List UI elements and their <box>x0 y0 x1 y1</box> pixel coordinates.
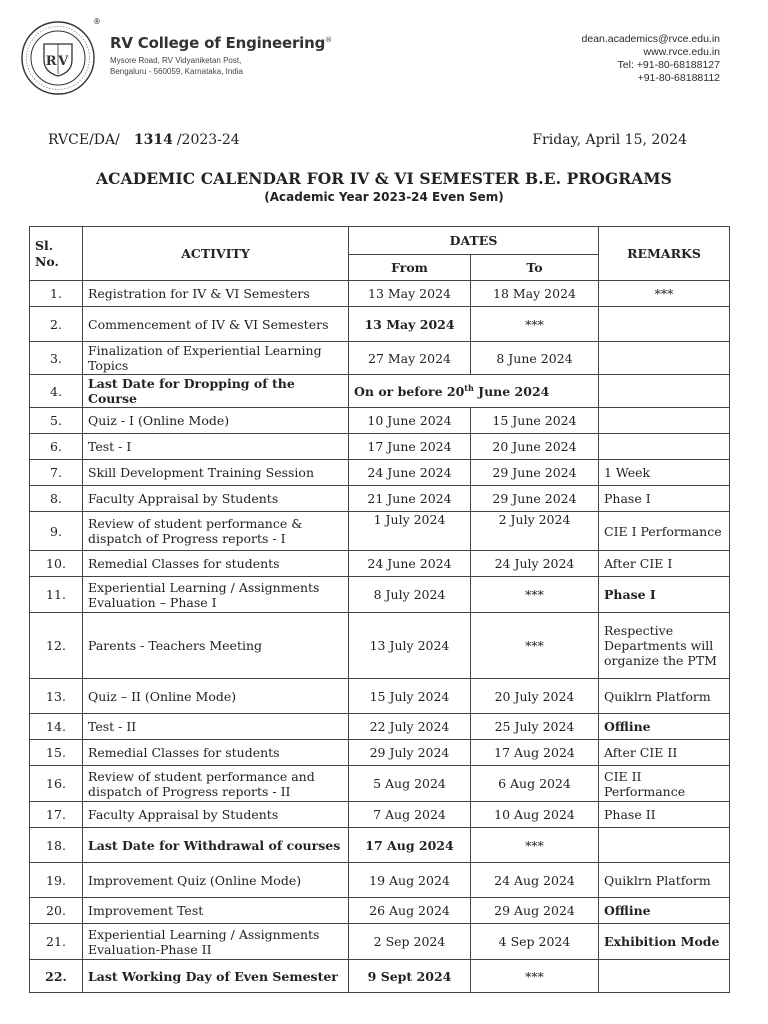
cell-sl-no: 2. <box>30 307 83 342</box>
seal-letters: RV <box>45 54 71 69</box>
cell-to-date: 2 July 2024 <box>471 512 599 551</box>
calendar-table <box>29 226 730 993</box>
cell-to-date: 25 July 2024 <box>471 714 599 740</box>
date-span-month: June 2024 <box>473 384 550 400</box>
cell-activity: Finalization of Experiential Learning Topics <box>83 342 349 375</box>
table-row <box>30 802 730 828</box>
cell-remarks: *** <box>599 281 730 307</box>
cell-date-span <box>349 375 599 408</box>
cell-to-date: *** <box>471 828 599 863</box>
table-row <box>30 434 730 460</box>
address-line-2: Bengaluru - 560059, Karnataka, India <box>110 67 243 76</box>
cell-activity: Test - I <box>83 434 349 460</box>
cell-remarks <box>599 342 730 375</box>
cell-sl-no: 9. <box>30 512 83 551</box>
address-line-1: Mysore Road, RV Vidyaniketan Post, <box>110 56 242 65</box>
cell-to-date: *** <box>471 577 599 613</box>
table-row <box>30 375 730 408</box>
table-row <box>30 766 730 802</box>
cell-remarks: Quiklrn Platform <box>599 679 730 714</box>
cell-from-date: 10 June 2024 <box>349 408 471 434</box>
cell-activity: Quiz - I (Online Mode) <box>83 408 349 434</box>
cell-from-date: 29 July 2024 <box>349 740 471 766</box>
cell-to-date: *** <box>471 613 599 679</box>
cell-activity: Experiential Learning / Assignments Evaluation – Phase I <box>83 577 349 613</box>
cell-activity: Review of student performance and dispatch of Progress reports - II <box>83 766 349 802</box>
cell-from-date: 26 Aug 2024 <box>349 898 471 924</box>
document-date: Friday, April 15, 2024 <box>532 132 687 148</box>
cell-to-date: 17 Aug 2024 <box>471 740 599 766</box>
cell-sl-no: 5. <box>30 408 83 434</box>
cell-from-date: 24 June 2024 <box>349 551 471 577</box>
contact-block <box>582 33 720 85</box>
cell-remarks <box>599 434 730 460</box>
cell-to-date: 29 Aug 2024 <box>471 898 599 924</box>
table-row <box>30 740 730 766</box>
table-row <box>30 408 730 434</box>
cell-sl-no: 18. <box>30 828 83 863</box>
ref-suffix: /2023-24 <box>176 132 240 148</box>
cell-activity: Last Date for Dropping of the Course <box>83 375 349 408</box>
cell-sl-no: 11. <box>30 577 83 613</box>
cell-activity: Faculty Appraisal by Students <box>83 486 349 512</box>
cell-activity: Quiz – II (Online Mode) <box>83 679 349 714</box>
cell-to-date: 8 June 2024 <box>471 342 599 375</box>
cell-from-date: 17 Aug 2024 <box>349 828 471 863</box>
table-row <box>30 281 730 307</box>
cell-remarks: Exhibition Mode <box>599 924 730 960</box>
cell-sl-no: 3. <box>30 342 83 375</box>
calendar-body <box>30 281 730 993</box>
cell-from-date: 22 July 2024 <box>349 714 471 740</box>
cell-to-date: 6 Aug 2024 <box>471 766 599 802</box>
cell-from-date: 9 Sept 2024 <box>349 960 471 993</box>
cell-from-date: 21 June 2024 <box>349 486 471 512</box>
contact-email[interactable]: dean.academics@rvce.edu.in <box>581 33 720 45</box>
cell-remarks: After CIE I <box>599 551 730 577</box>
table-row <box>30 863 730 898</box>
cell-sl-no: 21. <box>30 924 83 960</box>
cell-to-date: *** <box>471 960 599 993</box>
table-row <box>30 960 730 993</box>
cell-sl-no: 16. <box>30 766 83 802</box>
college-block <box>110 34 332 77</box>
cell-activity: Remedial Classes for students <box>83 551 349 577</box>
date-span-text: On or before 20 <box>354 384 465 400</box>
cell-to-date: 29 June 2024 <box>471 460 599 486</box>
cell-to-date: 15 June 2024 <box>471 408 599 434</box>
college-address <box>110 55 332 77</box>
table-row <box>30 714 730 740</box>
cell-to-date: 20 June 2024 <box>471 434 599 460</box>
table-row <box>30 577 730 613</box>
cell-remarks: CIE II Performance <box>599 766 730 802</box>
cell-remarks: 1 Week <box>599 460 730 486</box>
cell-sl-no: 12. <box>30 613 83 679</box>
reference-number <box>48 132 240 148</box>
table-row <box>30 460 730 486</box>
cell-activity: Test - II <box>83 714 349 740</box>
cell-sl-no: 19. <box>30 863 83 898</box>
table-row <box>30 486 730 512</box>
cell-from-date: 5 Aug 2024 <box>349 766 471 802</box>
cell-from-date: 27 May 2024 <box>349 342 471 375</box>
table-row <box>30 924 730 960</box>
table-row <box>30 679 730 714</box>
table-row <box>30 512 730 551</box>
cell-remarks <box>599 307 730 342</box>
cell-activity: Improvement Test <box>83 898 349 924</box>
cell-to-date: 29 June 2024 <box>471 486 599 512</box>
cell-to-date: 4 Sep 2024 <box>471 924 599 960</box>
registered-mark: ® <box>93 17 101 26</box>
contact-tel-2: +91-80-68188112 <box>637 72 720 84</box>
ref-number: 1314 <box>133 132 173 148</box>
cell-sl-no: 14. <box>30 714 83 740</box>
table-row <box>30 898 730 924</box>
cell-sl-no: 1. <box>30 281 83 307</box>
header-dates: DATES <box>349 227 599 255</box>
cell-from-date: 24 June 2024 <box>349 460 471 486</box>
table-row <box>30 342 730 375</box>
cell-from-date: 13 May 2024 <box>349 281 471 307</box>
cell-remarks: Offline <box>599 714 730 740</box>
cell-remarks <box>599 408 730 434</box>
registered-sup: ® <box>325 36 332 44</box>
cell-remarks: CIE I Performance <box>599 512 730 551</box>
cell-remarks: Quiklrn Platform <box>599 863 730 898</box>
cell-remarks: Phase II <box>599 802 730 828</box>
header-sl-no: Sl. No. <box>30 227 83 281</box>
cell-sl-no: 22. <box>30 960 83 993</box>
cell-from-date: 13 July 2024 <box>349 613 471 679</box>
cell-activity: Remedial Classes for students <box>83 740 349 766</box>
cell-sl-no: 8. <box>30 486 83 512</box>
cell-remarks <box>599 960 730 993</box>
cell-from-date: 8 July 2024 <box>349 577 471 613</box>
cell-remarks <box>599 828 730 863</box>
header-activity: ACTIVITY <box>83 227 349 281</box>
cell-activity: Last Date for Withdrawal of courses <box>83 828 349 863</box>
cell-to-date: 10 Aug 2024 <box>471 802 599 828</box>
cell-sl-no: 13. <box>30 679 83 714</box>
cell-from-date: 1 July 2024 <box>349 512 471 551</box>
header-to: To <box>471 255 599 281</box>
header-from: From <box>349 255 471 281</box>
cell-from-date: 7 Aug 2024 <box>349 802 471 828</box>
date-span-ordinal: th <box>464 382 474 393</box>
college-seal-logo <box>20 20 96 96</box>
cell-to-date: *** <box>471 307 599 342</box>
cell-remarks <box>599 375 730 408</box>
cell-activity: Review of student performance & dispatch of Progress reports - I <box>83 512 349 551</box>
table-row <box>30 307 730 342</box>
cell-to-date: 24 July 2024 <box>471 551 599 577</box>
cell-remarks: Offline <box>599 898 730 924</box>
cell-activity: Faculty Appraisal by Students <box>83 802 349 828</box>
cell-from-date: 19 Aug 2024 <box>349 863 471 898</box>
cell-to-date: 20 July 2024 <box>471 679 599 714</box>
cell-sl-no: 17. <box>30 802 83 828</box>
college-name: RV College of Engineering <box>110 34 326 52</box>
cell-from-date: 17 June 2024 <box>349 434 471 460</box>
cell-to-date: 24 Aug 2024 <box>471 863 599 898</box>
cell-activity: Commencement of IV & VI Semesters <box>83 307 349 342</box>
contact-tel-1: Tel: +91-80-68188127 <box>617 59 720 71</box>
cell-remarks: Respective Departments will organize the PTM <box>599 613 730 679</box>
ref-prefix: RVCE/DA/ <box>48 132 120 148</box>
contact-website[interactable]: www.rvce.edu.in <box>643 46 720 58</box>
table-row <box>30 613 730 679</box>
cell-from-date: 15 July 2024 <box>349 679 471 714</box>
cell-activity: Registration for IV & VI Semesters <box>83 281 349 307</box>
table-row <box>30 551 730 577</box>
cell-activity: Parents - Teachers Meeting <box>83 613 349 679</box>
document-subtitle: (Academic Year 2023-24 Even Sem) <box>264 190 504 204</box>
cell-from-date: 13 May 2024 <box>349 307 471 342</box>
cell-activity: Experiential Learning / Assignments Evaluation-Phase II <box>83 924 349 960</box>
cell-sl-no: 7. <box>30 460 83 486</box>
cell-from-date: 2 Sep 2024 <box>349 924 471 960</box>
table-row <box>30 828 730 863</box>
cell-sl-no: 4. <box>30 375 83 408</box>
cell-activity: Skill Development Training Session <box>83 460 349 486</box>
cell-remarks: Phase I <box>599 486 730 512</box>
cell-sl-no: 6. <box>30 434 83 460</box>
cell-remarks: Phase I <box>599 577 730 613</box>
cell-sl-no: 10. <box>30 551 83 577</box>
cell-sl-no: 15. <box>30 740 83 766</box>
cell-remarks: After CIE II <box>599 740 730 766</box>
document-title: ACADEMIC CALENDAR FOR IV & VI SEMESTER B.E. PROGRAMS <box>96 169 672 188</box>
cell-to-date: 18 May 2024 <box>471 281 599 307</box>
cell-activity: Last Working Day of Even Semester <box>83 960 349 993</box>
cell-sl-no: 20. <box>30 898 83 924</box>
header-row-1 <box>30 227 730 255</box>
cell-activity: Improvement Quiz (Online Mode) <box>83 863 349 898</box>
header-remarks: REMARKS <box>599 227 730 281</box>
